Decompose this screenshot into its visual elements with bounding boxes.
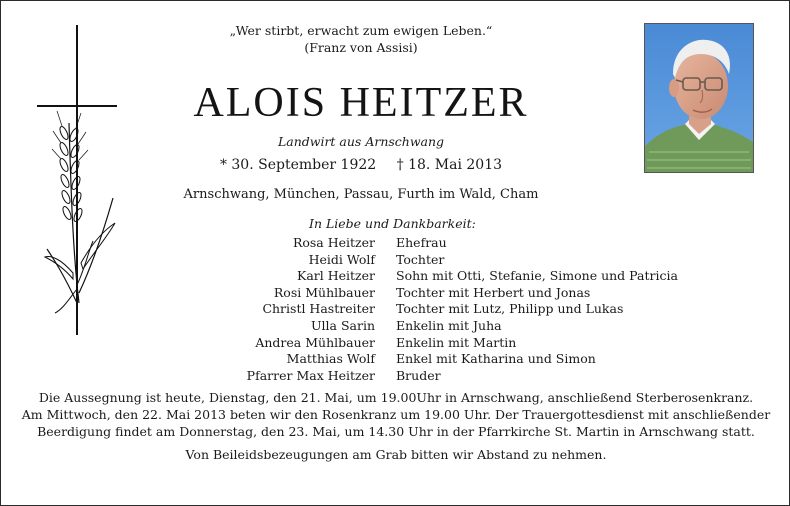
death-date: † 18. Mai 2013	[396, 157, 503, 173]
life-dates	[151, 157, 571, 173]
mourner-name: Ulla Sarin	[311, 317, 375, 333]
list-item	[201, 285, 678, 302]
list-item	[201, 235, 678, 252]
list-item	[201, 368, 678, 385]
funeral-info-line: Am Mittwoch, den 22. Mai 2013 beten wir den Rosenkranz um 19.00 Uhr. Der Trauergottesdienst mit anschließender	[21, 407, 771, 422]
mourner-name: Rosi Mühlbauer	[273, 284, 375, 300]
mourners-list	[201, 235, 678, 384]
deceased-occupation: Landwirt aus Arnschwang	[277, 134, 445, 149]
mourners-heading: In Liebe und Dankbarkeit:	[309, 216, 476, 231]
mourner-relation: Ehefrau	[396, 235, 447, 250]
list-item	[201, 268, 678, 285]
mourner-name: Andrea Mühlbauer	[255, 334, 375, 350]
mourner-relation: Tochter mit Lutz, Philipp und Lukas	[396, 301, 624, 317]
condolence-note: Von Beileidsbezeugungen am Grab bitten wir Abstand zu nehmen.	[185, 447, 607, 462]
quote-author: (Franz von Assisi)	[304, 40, 418, 55]
mourner-name: Christl Hastreiter	[262, 301, 375, 317]
mourner-name: Rosa Heitzer	[292, 235, 375, 250]
list-item	[201, 318, 678, 335]
mourner-relation: Enkelin mit Martin	[396, 334, 517, 350]
quote-text: „Wer stirbt, erwacht zum ewigen Leben.“	[229, 23, 493, 38]
list-item	[201, 335, 678, 352]
list-item	[201, 301, 678, 318]
mourner-relation: Bruder	[396, 367, 441, 383]
birth-date: * 30. September 1922	[219, 157, 377, 173]
mourner-name: Pfarrer Max Heitzer	[246, 367, 375, 383]
mourner-name: Matthias Wolf	[286, 351, 375, 367]
mourner-name: Heidi Wolf	[308, 251, 375, 267]
funeral-info-line: Die Aussegnung ist heute, Dienstag, den 21. Mai, um 19.00Uhr in Arnschwang, anschließend Sterberosenkranz.	[38, 390, 754, 405]
list-item	[201, 351, 678, 368]
mourner-relation: Enkel mit Katharina und Simon	[396, 351, 596, 367]
list-item	[201, 252, 678, 269]
mourner-relation: Enkelin mit Juha	[396, 317, 502, 333]
places-of-mourning: Arnschwang, München, Passau, Furth im Wald, Cham	[183, 187, 539, 202]
mourner-relation: Tochter	[396, 251, 445, 267]
cross-with-wheat-icon	[33, 23, 123, 342]
mourner-relation: Sohn mit Otti, Stefanie, Simone und Patricia	[396, 268, 678, 284]
portrait-photo	[644, 23, 754, 173]
mourner-name: Karl Heitzer	[296, 268, 375, 284]
deceased-name: ALOIS HEITZER	[193, 80, 529, 126]
funeral-info-line: Beerdigung findet am Donnerstag, den 23. Mai, um 14.30 Uhr in der Pfarrkirche St. Martin in Arnschwang statt.	[37, 424, 755, 439]
mourner-relation: Tochter mit Herbert und Jonas	[396, 284, 591, 300]
